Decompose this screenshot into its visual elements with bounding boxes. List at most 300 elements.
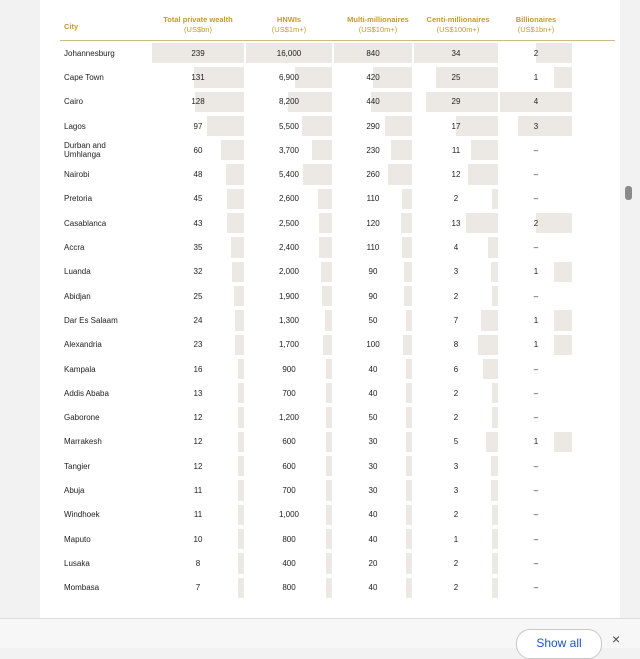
cell-bill <box>500 405 572 429</box>
value-bar <box>238 383 244 403</box>
value-bar <box>436 67 498 87</box>
value-bar <box>406 505 412 525</box>
cell-value: 35 <box>193 243 203 253</box>
cell-value: 800 <box>282 583 296 593</box>
cell-bill <box>500 381 572 405</box>
header-hnwi-title: HNWIs <box>276 15 302 24</box>
table-row <box>60 90 615 114</box>
value-bar <box>486 432 498 452</box>
cell-value: – <box>533 461 539 471</box>
cell-value: 2 <box>453 510 459 520</box>
cell-hnwi <box>246 260 332 284</box>
cell-multi <box>334 41 412 65</box>
cell-value: 40 <box>368 534 378 544</box>
cell-city: Nairobi <box>64 170 90 180</box>
cell-centi <box>414 114 498 138</box>
cell-value: – <box>533 534 539 544</box>
cell-value: 5 <box>453 437 459 447</box>
cell-centi <box>414 430 498 454</box>
value-bar <box>554 432 572 452</box>
cell-value: 7 <box>195 583 201 593</box>
cell-hnwi <box>246 405 332 429</box>
header-bill-title: Billionaires <box>515 15 557 24</box>
cell-value: 131 <box>191 72 205 82</box>
cell-value: – <box>533 145 539 155</box>
cell-bill <box>500 284 572 308</box>
cell-value: – <box>533 243 539 253</box>
cell-value: 1,300 <box>278 315 300 325</box>
header-multi-unit: (US$10m+) <box>358 25 398 34</box>
cell-centi <box>414 381 498 405</box>
cell-wealth <box>152 576 244 600</box>
cell-value: 97 <box>193 121 203 131</box>
value-bar <box>231 237 244 257</box>
value-bar <box>326 480 332 500</box>
cell-value: 10 <box>193 534 203 544</box>
cell-wealth <box>152 41 244 65</box>
cell-city: Lagos <box>64 121 86 131</box>
cell-value: – <box>533 170 539 180</box>
cell-value: – <box>533 388 539 398</box>
value-bar <box>326 529 332 549</box>
cell-bill <box>500 430 572 454</box>
value-bar <box>221 140 244 160</box>
cell-hnwi <box>246 187 332 211</box>
cell-value: 800 <box>282 534 296 544</box>
value-bar <box>456 116 498 136</box>
cell-value: 4 <box>453 243 459 253</box>
cell-value: 24 <box>193 315 203 325</box>
value-bar <box>238 529 244 549</box>
cell-multi <box>334 284 412 308</box>
value-bar <box>402 237 412 257</box>
value-bar <box>481 310 498 330</box>
cell-city: Pretoria <box>64 194 93 204</box>
cell-bill <box>500 138 572 162</box>
cell-city: Kampala <box>64 364 96 374</box>
header-bill-unit: (US$1bn+) <box>517 25 555 34</box>
value-bar <box>406 480 412 500</box>
cell-city: Tangier <box>64 461 91 471</box>
value-bar <box>488 237 498 257</box>
cell-centi <box>414 162 498 186</box>
cell-value: 420 <box>366 72 380 82</box>
cell-value: 11 <box>451 145 461 155</box>
cell-bill <box>500 503 572 527</box>
value-bar <box>491 480 498 500</box>
cell-value: 400 <box>282 558 296 568</box>
cell-hnwi <box>246 527 332 551</box>
cell-value: 13 <box>451 218 461 228</box>
header-centi-unit: (US$100m+) <box>436 25 480 34</box>
cell-centi <box>414 308 498 332</box>
cell-hnwi <box>246 138 332 162</box>
cell-hnwi <box>246 235 332 259</box>
cell-value: 2 <box>453 388 459 398</box>
value-bar <box>554 67 572 87</box>
table-row <box>60 333 615 357</box>
header-city: City <box>64 22 79 31</box>
cell-hnwi <box>246 454 332 478</box>
cell-value: 13 <box>193 388 203 398</box>
value-bar <box>492 529 498 549</box>
value-bar <box>312 140 332 160</box>
header-multi <box>334 15 422 35</box>
cell-city: Abuja <box>64 485 85 495</box>
header-centi-title: Centi-millionaires <box>426 15 490 24</box>
cell-centi <box>414 90 498 114</box>
cell-value: 25 <box>193 291 203 301</box>
value-bar <box>322 286 332 306</box>
cell-value: 230 <box>366 145 380 155</box>
cell-multi <box>334 405 412 429</box>
value-bar <box>326 407 332 427</box>
cell-city: Alexandria <box>64 340 102 350</box>
header-wealth-title: Total private wealth <box>163 15 233 24</box>
cell-value: 25 <box>451 72 461 82</box>
cell-hnwi <box>246 211 332 235</box>
cell-city: Lusaka <box>64 558 90 568</box>
cell-value: 7 <box>453 315 459 325</box>
cell-value: 128 <box>191 97 205 107</box>
value-bar <box>491 456 498 476</box>
header-wealth-unit: (US$bn) <box>184 25 212 34</box>
value-bar <box>238 505 244 525</box>
cell-value: 120 <box>366 218 380 228</box>
value-bar <box>238 359 244 379</box>
table-row <box>60 430 615 454</box>
cell-bill <box>500 187 572 211</box>
cell-centi <box>414 235 498 259</box>
show-all-button[interactable]: Show all <box>516 629 602 659</box>
table-row <box>60 211 615 235</box>
cell-wealth <box>152 90 244 114</box>
cell-value: 260 <box>366 170 380 180</box>
cell-value: 6 <box>453 364 459 374</box>
cell-value: 700 <box>282 485 296 495</box>
cell-multi <box>334 211 412 235</box>
value-bar <box>491 262 498 282</box>
cell-value: 8 <box>453 340 459 350</box>
cell-value: – <box>533 583 539 593</box>
cell-wealth <box>152 187 244 211</box>
cell-value: 43 <box>193 218 203 228</box>
header-wealth <box>152 15 244 35</box>
cell-wealth <box>152 357 244 381</box>
cell-multi <box>334 308 412 332</box>
value-bar <box>492 578 498 598</box>
value-bar <box>478 335 498 355</box>
cell-hnwi <box>246 576 332 600</box>
cell-centi <box>414 357 498 381</box>
cell-value: 8 <box>195 558 201 568</box>
cell-hnwi <box>246 551 332 575</box>
cell-value: 1 <box>533 315 539 325</box>
cell-hnwi <box>246 357 332 381</box>
cell-value: 90 <box>368 291 378 301</box>
value-bar <box>326 456 332 476</box>
cell-bill <box>500 527 572 551</box>
cell-wealth <box>152 405 244 429</box>
cell-value: 30 <box>368 437 378 447</box>
value-bar <box>238 553 244 573</box>
cell-value: – <box>533 558 539 568</box>
cell-value: 1,900 <box>278 291 300 301</box>
table-row <box>60 284 615 308</box>
cell-bill <box>500 41 572 65</box>
cell-value: 12 <box>451 170 461 180</box>
cell-value: 11 <box>193 485 203 495</box>
cell-hnwi <box>246 503 332 527</box>
table-row <box>60 41 615 65</box>
cell-value: 2,500 <box>278 218 300 228</box>
value-bar <box>492 286 498 306</box>
cell-value: 40 <box>368 510 378 520</box>
cell-value: 2 <box>533 48 539 58</box>
cell-wealth <box>152 454 244 478</box>
cell-value: – <box>533 291 539 301</box>
header-centi <box>414 15 502 35</box>
value-bar <box>401 213 412 233</box>
cell-wealth <box>152 138 244 162</box>
value-bar <box>326 553 332 573</box>
bottom-bar <box>0 618 640 648</box>
cell-centi <box>414 211 498 235</box>
cell-centi <box>414 503 498 527</box>
cell-value: 440 <box>366 97 380 107</box>
cell-value: 12 <box>193 461 203 471</box>
table-row <box>60 260 615 284</box>
value-bar <box>554 335 572 355</box>
cell-value: 2 <box>533 218 539 228</box>
cell-value: 12 <box>193 437 203 447</box>
cell-wealth <box>152 162 244 186</box>
cell-value: 3,700 <box>278 145 300 155</box>
value-bar <box>326 578 332 598</box>
cell-value: 2 <box>453 413 459 423</box>
cell-centi <box>414 138 498 162</box>
cell-city: Cape Town <box>64 72 104 82</box>
cell-city: Mombasa <box>64 583 100 593</box>
close-icon[interactable]: × <box>612 631 621 647</box>
cell-hnwi <box>246 162 332 186</box>
value-bar <box>388 164 412 184</box>
value-bar <box>406 359 412 379</box>
cell-value: 840 <box>366 48 380 58</box>
value-bar <box>235 335 244 355</box>
value-bar <box>468 164 498 184</box>
value-bar <box>326 383 332 403</box>
cell-bill <box>500 260 572 284</box>
cell-multi <box>334 235 412 259</box>
cell-bill <box>500 162 572 186</box>
cell-multi <box>334 187 412 211</box>
cell-wealth <box>152 65 244 89</box>
table-row <box>60 478 615 502</box>
cell-value: 3 <box>533 121 539 131</box>
table-row <box>60 576 615 600</box>
cell-value: 30 <box>368 461 378 471</box>
value-bar <box>391 140 412 160</box>
cell-value: 40 <box>368 364 378 374</box>
header-bill <box>500 15 572 35</box>
cell-wealth <box>152 333 244 357</box>
cell-city: Windhoek <box>64 510 100 520</box>
cell-value: 32 <box>193 267 203 277</box>
value-bar <box>238 407 244 427</box>
table-row <box>60 114 615 138</box>
value-bar <box>302 116 332 136</box>
cell-value: 40 <box>368 583 378 593</box>
table-row <box>60 454 615 478</box>
table-row <box>60 527 615 551</box>
value-bar <box>426 92 498 112</box>
table-header <box>60 12 615 41</box>
cell-multi <box>334 114 412 138</box>
value-bar <box>207 116 244 136</box>
cell-bill <box>500 551 572 575</box>
cell-value: 100 <box>366 340 380 350</box>
cell-wealth <box>152 430 244 454</box>
cell-city: Durban and Umhlanga <box>64 141 106 160</box>
cell-bill <box>500 211 572 235</box>
cell-multi <box>334 454 412 478</box>
table-row <box>60 162 615 186</box>
document-view <box>40 0 620 618</box>
cell-hnwi <box>246 90 332 114</box>
cell-value: 600 <box>282 437 296 447</box>
cell-multi <box>334 260 412 284</box>
value-bar <box>533 43 572 63</box>
value-bar <box>321 262 332 282</box>
cell-value: – <box>533 485 539 495</box>
cell-value: 5,500 <box>278 121 300 131</box>
cell-multi <box>334 478 412 502</box>
cell-city: Cairo <box>64 97 84 107</box>
cell-value: 1 <box>533 340 539 350</box>
cell-bill <box>500 235 572 259</box>
value-bar <box>326 505 332 525</box>
cell-hnwi <box>246 478 332 502</box>
cell-multi <box>334 162 412 186</box>
header-hnwi <box>246 15 332 35</box>
cell-value: 6,900 <box>278 72 300 82</box>
value-bar <box>404 262 412 282</box>
cell-centi <box>414 478 498 502</box>
cell-value: 20 <box>368 558 378 568</box>
value-bar <box>319 237 332 257</box>
cell-value: 2 <box>453 194 459 204</box>
cell-hnwi <box>246 114 332 138</box>
cell-value: 1 <box>533 72 539 82</box>
table-row <box>60 235 615 259</box>
cell-multi <box>334 381 412 405</box>
vertical-scrollbar[interactable] <box>624 0 634 618</box>
cell-multi <box>334 65 412 89</box>
cell-centi <box>414 284 498 308</box>
value-bar <box>238 578 244 598</box>
value-bar <box>385 116 412 136</box>
cell-wealth <box>152 284 244 308</box>
cell-value: 239 <box>191 48 205 58</box>
cell-wealth <box>152 527 244 551</box>
value-bar <box>318 189 332 209</box>
cell-value: 23 <box>193 340 203 350</box>
cell-city: Dar Es Salaam <box>64 315 118 325</box>
value-bar <box>404 286 412 306</box>
cell-value: 1 <box>453 534 459 544</box>
value-bar <box>295 67 332 87</box>
table-row <box>60 551 615 575</box>
value-bar <box>325 310 332 330</box>
table-row <box>60 65 615 89</box>
cell-bill <box>500 65 572 89</box>
cell-hnwi <box>246 41 332 65</box>
cell-multi <box>334 503 412 527</box>
cell-value: – <box>533 194 539 204</box>
value-bar <box>533 213 572 233</box>
value-bar <box>234 286 244 306</box>
wealth-table <box>60 12 615 600</box>
cell-city: Johannesburg <box>64 48 115 58</box>
cell-value: 700 <box>282 388 296 398</box>
cell-value: 600 <box>282 461 296 471</box>
cell-wealth <box>152 308 244 332</box>
cell-hnwi <box>246 308 332 332</box>
cell-multi <box>334 430 412 454</box>
cell-city: Maputo <box>64 534 91 544</box>
cell-hnwi <box>246 333 332 357</box>
value-bar <box>227 189 244 209</box>
cell-multi <box>334 90 412 114</box>
table-row <box>60 405 615 429</box>
cell-centi <box>414 187 498 211</box>
cell-value: 11 <box>193 510 203 520</box>
cell-value: 40 <box>368 388 378 398</box>
cell-value: 3 <box>453 485 459 495</box>
value-bar <box>303 164 332 184</box>
cell-city: Accra <box>64 243 85 253</box>
value-bar <box>406 407 412 427</box>
value-bar <box>226 164 244 184</box>
cell-multi <box>334 576 412 600</box>
value-bar <box>238 480 244 500</box>
cell-value: 30 <box>368 485 378 495</box>
cell-city: Addis Ababa <box>64 388 109 398</box>
cell-city: Casablanca <box>64 218 107 228</box>
cell-value: 2,400 <box>278 243 300 253</box>
cell-multi <box>334 333 412 357</box>
value-bar <box>406 383 412 403</box>
cell-value: 12 <box>193 413 203 423</box>
cell-bill <box>500 357 572 381</box>
cell-bill <box>500 576 572 600</box>
cell-bill <box>500 478 572 502</box>
cell-centi <box>414 551 498 575</box>
value-bar <box>492 383 498 403</box>
value-bar <box>238 456 244 476</box>
cell-value: 16 <box>193 364 203 374</box>
scrollbar-thumb[interactable] <box>625 186 632 200</box>
cell-wealth <box>152 503 244 527</box>
cell-centi <box>414 260 498 284</box>
cell-value: 8,200 <box>278 97 300 107</box>
header-multi-title: Multi-millionaires <box>347 15 409 24</box>
table-row <box>60 308 615 332</box>
cell-value: 5,400 <box>278 170 300 180</box>
cell-bill <box>500 308 572 332</box>
cell-value: 3 <box>453 267 459 277</box>
